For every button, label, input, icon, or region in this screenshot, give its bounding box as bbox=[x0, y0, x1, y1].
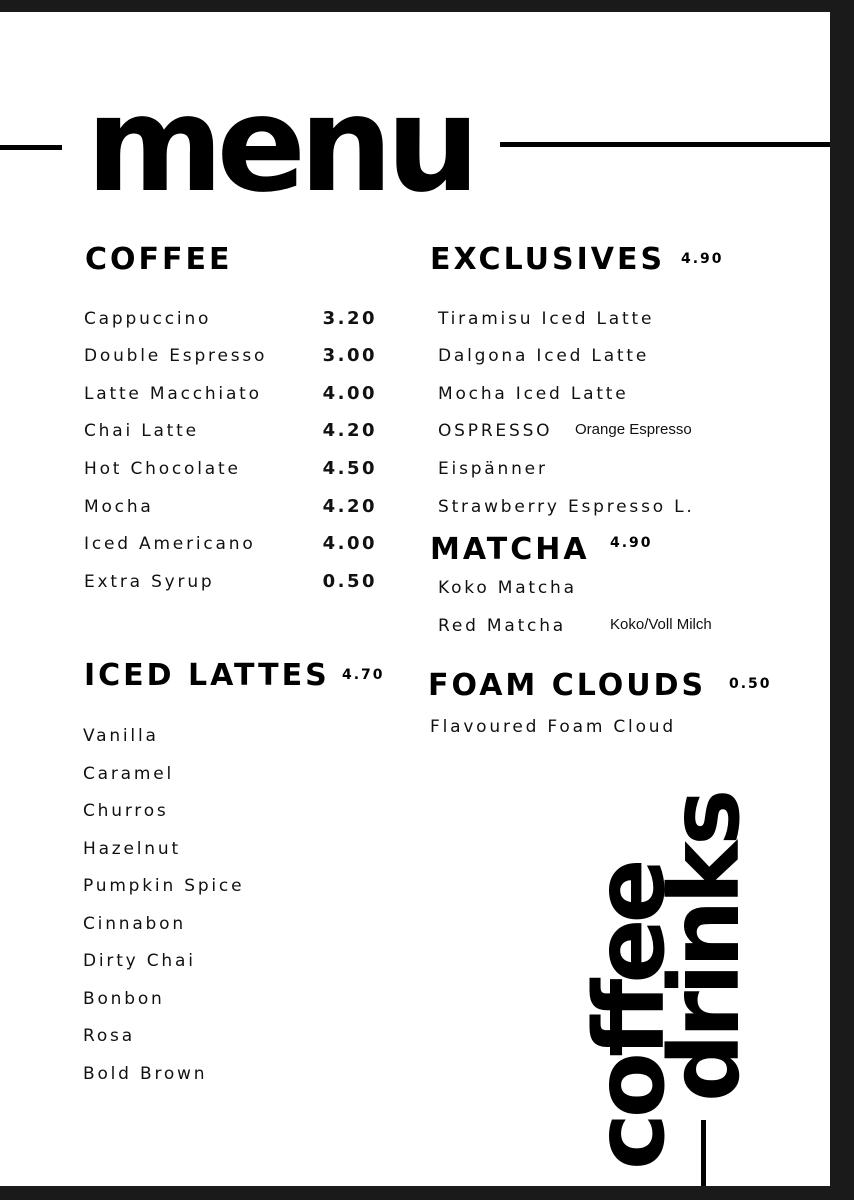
iced-latte-item: Pumpkin Spice bbox=[83, 876, 245, 896]
coffee-item-name: Chai Latte bbox=[84, 421, 199, 441]
coffee-item-name: Latte Macchiato bbox=[84, 384, 262, 404]
exclusive-item: Dalgona Iced Latte bbox=[438, 346, 650, 366]
coffee-item-price: 4.00 bbox=[322, 383, 377, 404]
iced-latte-item: Bonbon bbox=[83, 989, 165, 1009]
red-matcha-note: Koko/Voll Milch bbox=[610, 616, 712, 633]
coffee-item-price: 3.00 bbox=[322, 345, 377, 366]
matcha-heading: MATCHA bbox=[430, 532, 590, 567]
coffee-item-price: 0.50 bbox=[322, 571, 377, 592]
iced-latte-item: Bold Brown bbox=[83, 1064, 208, 1084]
coffee-item-price: 4.50 bbox=[322, 458, 377, 479]
exclusive-item: Strawberry Espresso L. bbox=[438, 497, 695, 517]
matcha-item: Koko Matcha bbox=[438, 578, 577, 598]
exclusive-item: Tiramisu Iced Latte bbox=[438, 309, 655, 329]
vertical-rule bbox=[701, 1120, 706, 1186]
coffee-item-price: 3.20 bbox=[322, 308, 377, 329]
exclusive-item: Mocha Iced Latte bbox=[438, 384, 629, 404]
exclusives-heading: EXCLUSIVES bbox=[430, 242, 666, 277]
coffee-heading: COFFEE bbox=[85, 242, 233, 277]
coffee-item-name: Extra Syrup bbox=[84, 572, 215, 592]
coffee-item-name: Iced Americano bbox=[84, 534, 256, 554]
foam-cloud-item: Flavoured Foam Cloud bbox=[430, 717, 676, 737]
exclusives-price: 4.90 bbox=[681, 251, 724, 267]
iced-lattes-price: 4.70 bbox=[342, 667, 385, 683]
iced-latte-item: Cinnabon bbox=[83, 914, 186, 934]
iced-latte-item: Vanilla bbox=[83, 726, 159, 746]
coffee-item-price: 4.00 bbox=[322, 533, 377, 554]
foam-clouds-price: 0.50 bbox=[729, 676, 772, 692]
iced-latte-item: Rosa bbox=[83, 1026, 135, 1046]
ospresso-note: Orange Espresso bbox=[575, 421, 692, 438]
title-right-rule bbox=[500, 142, 830, 147]
vertical-word-drinks: drinks bbox=[649, 793, 761, 1102]
iced-latte-item: Dirty Chai bbox=[83, 951, 196, 971]
menu-page bbox=[0, 12, 830, 1186]
coffee-item-price: 4.20 bbox=[322, 420, 377, 441]
coffee-item-name: Hot Chocolate bbox=[84, 459, 241, 479]
exclusive-item: OSPRESSO bbox=[438, 421, 553, 441]
coffee-item-price: 4.20 bbox=[322, 496, 377, 517]
iced-lattes-heading: ICED LATTES bbox=[84, 658, 330, 693]
coffee-item-name: Mocha bbox=[84, 497, 154, 517]
vertical-word-coffee: coffee bbox=[574, 863, 686, 1170]
title-left-rule bbox=[0, 145, 62, 150]
matcha-price: 4.90 bbox=[610, 535, 653, 551]
exclusive-item: Eispänner bbox=[438, 459, 548, 479]
matcha-item: Red Matcha bbox=[438, 616, 566, 636]
foam-clouds-heading: FOAM CLOUDS bbox=[428, 668, 707, 703]
iced-latte-item: Hazelnut bbox=[83, 839, 181, 859]
coffee-item-name: Double Espresso bbox=[84, 346, 268, 366]
iced-latte-item: Churros bbox=[83, 801, 169, 821]
coffee-item-name: Cappuccino bbox=[84, 309, 212, 329]
iced-latte-item: Caramel bbox=[83, 764, 175, 784]
page-title: menu bbox=[86, 68, 474, 222]
